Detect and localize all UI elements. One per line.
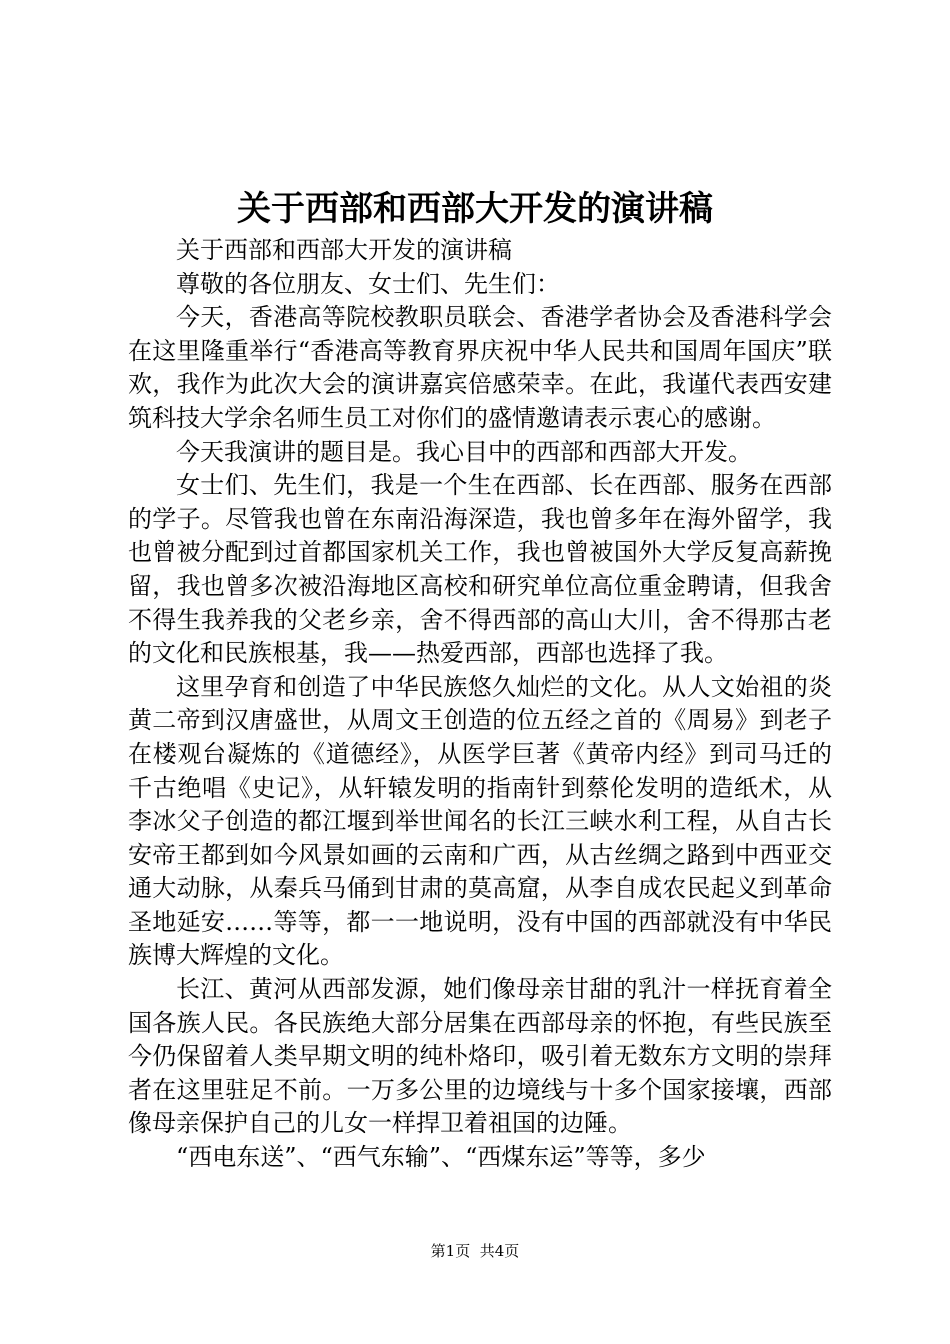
page-total: 共4页 (479, 1242, 520, 1260)
paragraph: 长江、黄河从西部发源，她们像母亲甘甜的乳汁一样抚育着全国各族人民。各民族绝大部分居集在西部母亲的怀抱，有些民族至今仍保留着人类早期文明的纯朴烙印，吸引着无数东方文明的崇拜者在这里驻足不前。一万多公里的边境线与十多个国家接壤，西部像母亲保护自己的儿女一样捍卫着祖国的边陲。 (128, 975, 832, 1138)
document-title: 关于西部和西部大开发的演讲稿 (237, 189, 713, 229)
paragraph-salutation: 尊敬的各位朋友、女士们、先生们： (176, 269, 560, 298)
document-body (128, 234, 832, 1175)
paragraph: 女士们、先生们，我是一个生在西部、长在西部、服务在西部的学子。尽管我也曾在东南沿海深造，我也曾多年在海外留学，我也曾被分配到过首都国家机关工作，我也曾被国外大学反复高薪挽留，我也曾多次被沿海地区高校和研究单位高位重金聘请，但我舍不得生我养我的父老乡亲，舍不得西部的高山大川，舍不得那古老的文化和民族根基，我——热爱西部，西部也选择了我。 (128, 471, 832, 668)
page-number: 第1页 (430, 1242, 471, 1260)
paragraph: 今天我演讲的题目是。我心目中的西部和西部大开发。 (176, 437, 752, 466)
paragraph: “西电东送”、“西气东输”、“西煤东运”等等，多少 (176, 1143, 706, 1172)
page-footer (0, 1240, 950, 1262)
paragraph: 今天，香港高等院校教职员联会、香港学者协会及香港科学会在这里隆重举行“香港高等教育界庆祝中华人民共和国周年国庆”联欢，我作为此次大会的演讲嘉宾倍感荣幸。在此，我谨代表西安建筑科技大学余名师生员工对你们的盛情邀请表示衷心的感谢。 (128, 303, 832, 432)
paragraph: 这里孕育和创造了中华民族悠久灿烂的文化。从人文始祖的炎黄二帝到汉唐盛世，从周文王创造的位五经之首的《周易》到老子在楼观台凝炼的《道德经》，从医学巨著《黄帝内经》到司马迁的千古绝唱《史记》，从轩辕发明的指南针到蔡伦发明的造纸术，从李冰父子创造的都江堰到举世闻名的长江三峡水利工程，从自古长安帝王都到如今风景如画的云南和广西，从古丝绸之路到中西亚交通大动脉，从秦兵马俑到甘肃的莫高窟，从李自成农民起义到革命圣地延安……等等，都一一地说明，没有中国的西部就没有中华民族博大辉煌的文化。 (128, 672, 832, 970)
paragraph-subtitle: 关于西部和西部大开发的演讲稿 (176, 236, 512, 264)
